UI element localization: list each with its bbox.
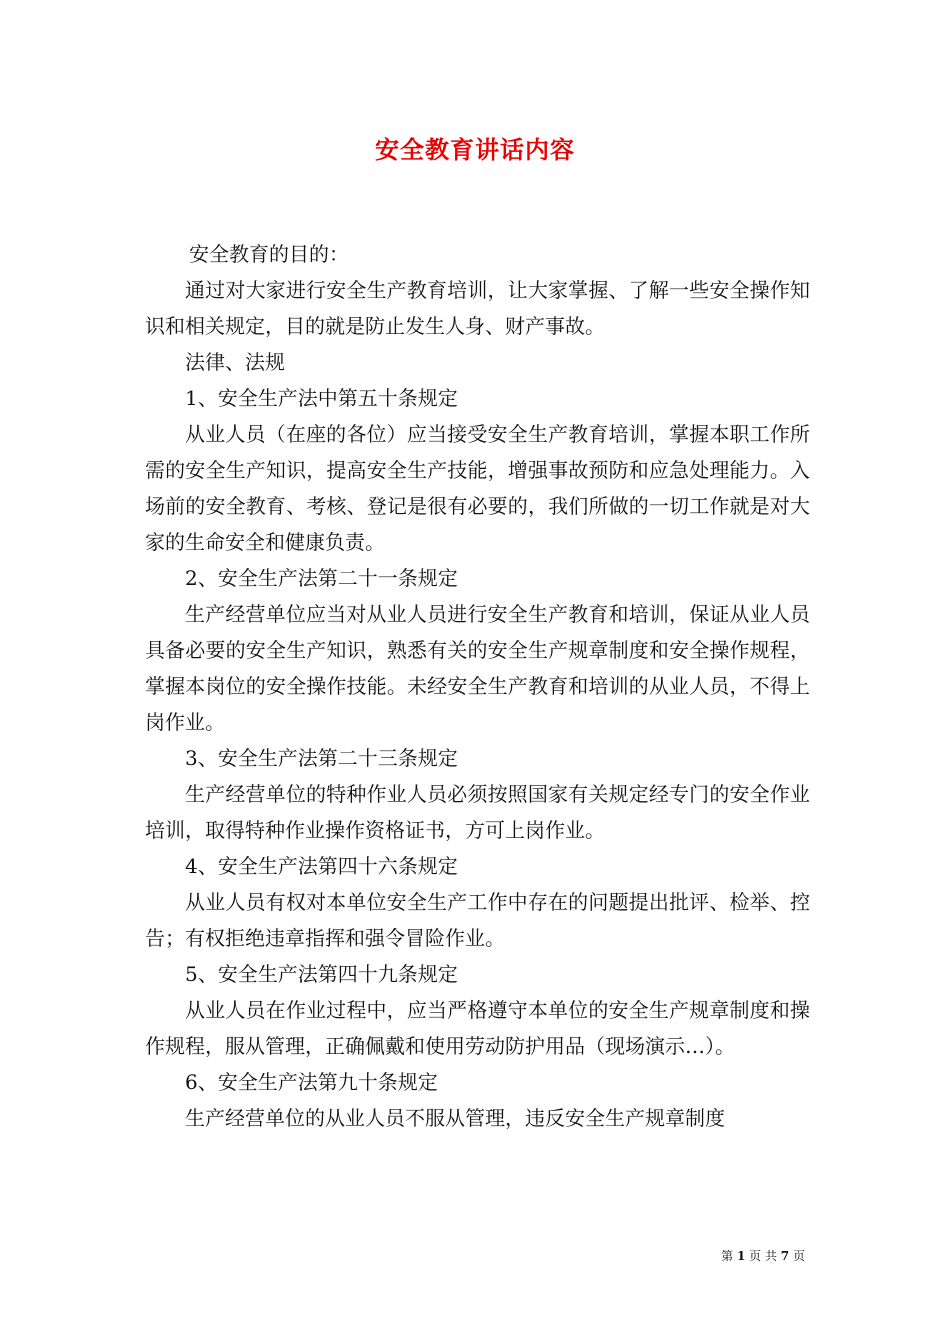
- paragraph-purpose: 通过对大家进行安全生产教育培训，让大家掌握、了解一些安全操作知识和相关规定，目的就是防止发生人身、财产事故。: [145, 278, 810, 338]
- paragraph-article-49-heading: 5、安全生产法第四十九条规定: [185, 962, 458, 986]
- document-title: 安全教育讲话内容: [375, 135, 575, 164]
- page-footer: [721, 1248, 805, 1264]
- paragraph-article-50-heading: 1、安全生产法中第五十条规定: [185, 386, 458, 410]
- footer-prefix: 第: [721, 1249, 734, 1263]
- paragraph-article-21: 生产经营单位应当对从业人员进行安全生产教育和培训，保证从业人员具备必要的安全生产知识，熟悉有关的安全生产规章制度和安全操作规程，掌握本岗位的安全操作技能。未经安全生产教育和培训的从业人员，不得上岗作业。: [145, 602, 810, 734]
- footer-current-page: 1: [736, 1249, 746, 1263]
- document-body: [145, 236, 810, 1136]
- paragraph-article-90: 生产经营单位的从业人员不服从管理，违反安全生产规章制度: [185, 1106, 725, 1130]
- paragraph-article-50: 从业人员（在座的各位）应当接受安全生产教育培训，掌握本职工作所需的安全生产知识，提高安全生产技能，增强事故预防和应急处理能力。入场前的安全教育、考核、登记是很有必要的，我们所做的一切工作就是对大家的生命安全和健康负责。: [145, 422, 810, 554]
- paragraph-article-23-heading: 3、安全生产法第二十三条规定: [185, 746, 458, 770]
- paragraph-article-21-heading: 2、安全生产法第二十一条规定: [185, 566, 458, 590]
- paragraph-purpose-heading: 安全教育的目的：: [189, 242, 349, 266]
- paragraph-article-46: 从业人员有权对本单位安全生产工作中存在的问题提出批评、检举、控告；有权拒绝违章指挥和强令冒险作业。: [145, 890, 810, 950]
- paragraph-article-46-heading: 4、安全生产法第四十六条规定: [185, 854, 458, 878]
- paragraph-article-23: 生产经营单位的特种作业人员必须按照国家有关规定经专门的安全作业培训，取得特种作业操作资格证书，方可上岗作业。: [145, 782, 810, 842]
- footer-total-pages: 7: [780, 1249, 790, 1263]
- footer-suffix: 页: [792, 1249, 805, 1263]
- footer-middle: 页 共: [749, 1249, 777, 1263]
- paragraph-laws-heading: 法律、法规: [185, 350, 285, 374]
- paragraph-article-90-heading: 6、安全生产法第九十条规定: [185, 1070, 438, 1094]
- paragraph-article-49: 从业人员在作业过程中，应当严格遵守本单位的安全生产规章制度和操作规程，服从管理，正确佩戴和使用劳动防护用品（现场演示…）。: [145, 998, 810, 1058]
